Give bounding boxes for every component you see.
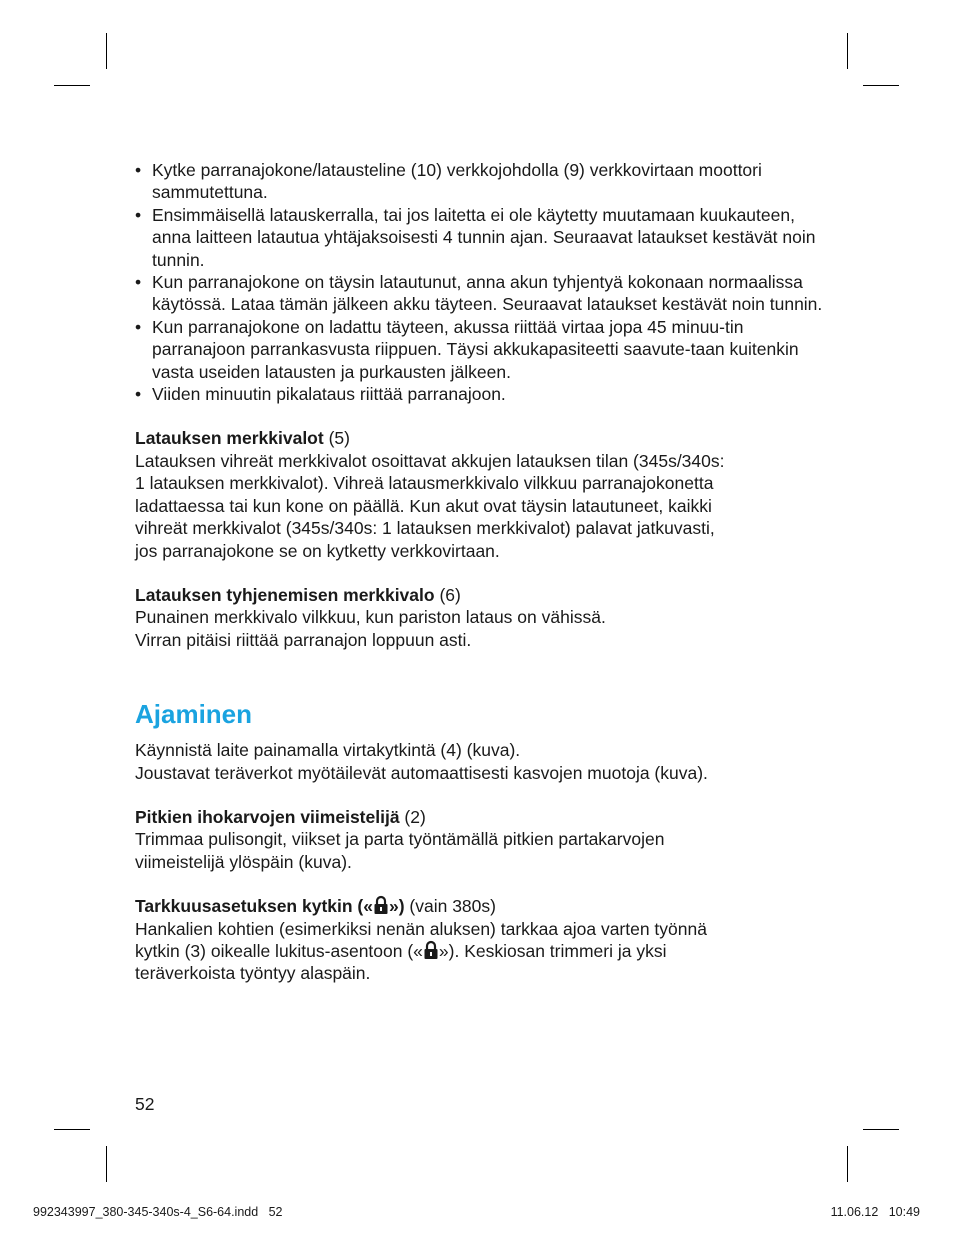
precision-title: [135, 896, 405, 916]
low-charge-heading: [135, 584, 825, 606]
shaving-section: [135, 739, 825, 784]
charge-indicator-line: Latauksen vihreät merkkivalot osoittavat akkujen latauksen tilan (345s/340s:: [135, 450, 725, 471]
trimmer-section: [135, 806, 825, 873]
bullet-symbol: •: [135, 204, 142, 225]
list-item-text: Kun parranajokone on täysin latautunut, anna akun tyhjentyä kokonaan normaalissa käytössä. Lataa tämän jälkeen akku täyteen. Seuraavat lataukset kestävät noin tunnin.: [152, 272, 823, 315]
list-item: [135, 159, 825, 204]
crop-mark-bottom-left-horizontal: [54, 1129, 90, 1130]
bullet-symbol: •: [135, 272, 142, 293]
precision-line: Hankalien kohtien (esimerkiksi nenän aluksen) tarkkaa ajoa varten työnnä: [135, 918, 707, 939]
charge-indicator-heading: [135, 427, 825, 449]
low-charge-line: Virran pitäisi riittää parranajon loppuun asti.: [135, 629, 472, 650]
precision-line-end: »). Keskiosan trimmeri ja yksi: [438, 940, 667, 961]
low-charge-section: [135, 584, 825, 651]
trimmer-heading: [135, 806, 825, 828]
lock-icon: [373, 895, 389, 915]
precision-title-end: »): [388, 896, 405, 917]
charge-indicator-line: vihreät merkkivalot (345s/340s: 1 latauksen merkkivalot) palavat jatkuvasti,: [135, 518, 715, 539]
shaving-section-title: Ajaminen: [135, 699, 253, 730]
list-item-text: Kytke parranajokone/latausteline (10) verkkojohdolla (9) verkkovirtaan moottori sammutettuna.: [152, 160, 762, 203]
crop-mark-top-right-vertical: [847, 33, 848, 69]
precision-title-start: Tarkkuusasetuksen kytkin («: [135, 896, 373, 917]
footer-date: 11.06.12 10:49: [830, 1205, 920, 1219]
list-item: [135, 383, 825, 405]
crop-mark-top-left-vertical: [106, 33, 107, 69]
charging-bullet-list: [135, 159, 825, 405]
bullet-symbol: •: [135, 316, 142, 337]
bullet-symbol: •: [135, 160, 142, 180]
list-item: [135, 204, 825, 271]
low-charge-ref: (6): [434, 584, 461, 605]
list-item-text: Kun parranajokone on ladattu täyteen, akussa riittää virtaa jopa 45 minuu-tin parranajoon parrankasvusta riippuen. Täysi akkukapasiteetti saavute-taan kuitenkin vasta useiden latausten ja purkausten jälkeen.: [152, 316, 799, 382]
trimmer-line: viimeistelijä ylöspäin (kuva).: [135, 851, 352, 872]
charge-indicator-ref: (5): [323, 428, 350, 449]
low-charge-title: Latauksen tyhjenemisen merkkivalo: [135, 584, 435, 605]
charge-indicator-line: ladattaessa tai kun kone on päällä. Kun akut ovat täysin latautuneet, kaikki: [135, 495, 712, 516]
shaving-line: Joustavat teräverkot myötäilevät automaattisesti kasvojen muotoja (kuva).: [135, 762, 708, 783]
crop-mark-top-left-horizontal: [54, 85, 90, 86]
shaving-line: Käynnistä laite painamalla virtakytkintä (4) (kuva).: [135, 740, 521, 761]
list-item: [135, 271, 825, 316]
list-item-text: Viiden minuutin pikalataus riittää parranajoon.: [152, 384, 506, 405]
charge-indicator-line: 1 latauksen merkkivalot). Vihreä latausmerkkivalo vilkkuu parranajokonetta: [135, 473, 714, 494]
lock-icon: [423, 940, 439, 960]
trimmer-line: Trimmaa pulisongit, viikset ja parta työntämällä pitkien partakarvojen: [135, 829, 665, 850]
crop-mark-top-right-horizontal: [863, 85, 899, 86]
footer-file-info: 992343997_380-345-340s-4_S6-64.indd 52: [33, 1205, 283, 1219]
precision-line: teräverkoista työntyy alaspäin.: [135, 963, 371, 984]
crop-mark-bottom-left-vertical: [106, 1146, 107, 1182]
trimmer-title: Pitkien ihokarvojen viimeistelijä: [135, 806, 400, 827]
charge-indicator-line: jos parranajokone se on kytketty verkkovirtaan.: [135, 540, 500, 561]
page-number: 52: [135, 1094, 155, 1114]
bullet-symbol: •: [135, 384, 142, 405]
trimmer-ref: (2): [399, 806, 426, 827]
charge-indicator-title: Latauksen merkkivalot: [135, 428, 324, 449]
page-content: [135, 159, 825, 985]
crop-mark-bottom-right-horizontal: [863, 1129, 899, 1130]
precision-section: [135, 895, 825, 985]
precision-line: [135, 940, 825, 962]
precision-heading: [135, 895, 825, 917]
charge-indicator-section: [135, 427, 825, 561]
precision-ref: (vain 380s): [404, 896, 496, 917]
list-item-text: Ensimmäisellä latauskerralla, tai jos laitetta ei ole käytetty muutamaan kuukauteen, anna laitteen latautua yhtäjaksoisesti 4 tunnin ajan. Seuraavat lataukset kestävät noin tunnin.: [152, 204, 816, 270]
crop-mark-bottom-right-vertical: [847, 1146, 848, 1182]
precision-line-start: kytkin (3) oikealle lukitus-asentoon («: [135, 940, 423, 961]
low-charge-line: Punainen merkkivalo vilkkuu, kun pariston lataus on vähissä.: [135, 607, 606, 628]
list-item: [135, 316, 825, 383]
